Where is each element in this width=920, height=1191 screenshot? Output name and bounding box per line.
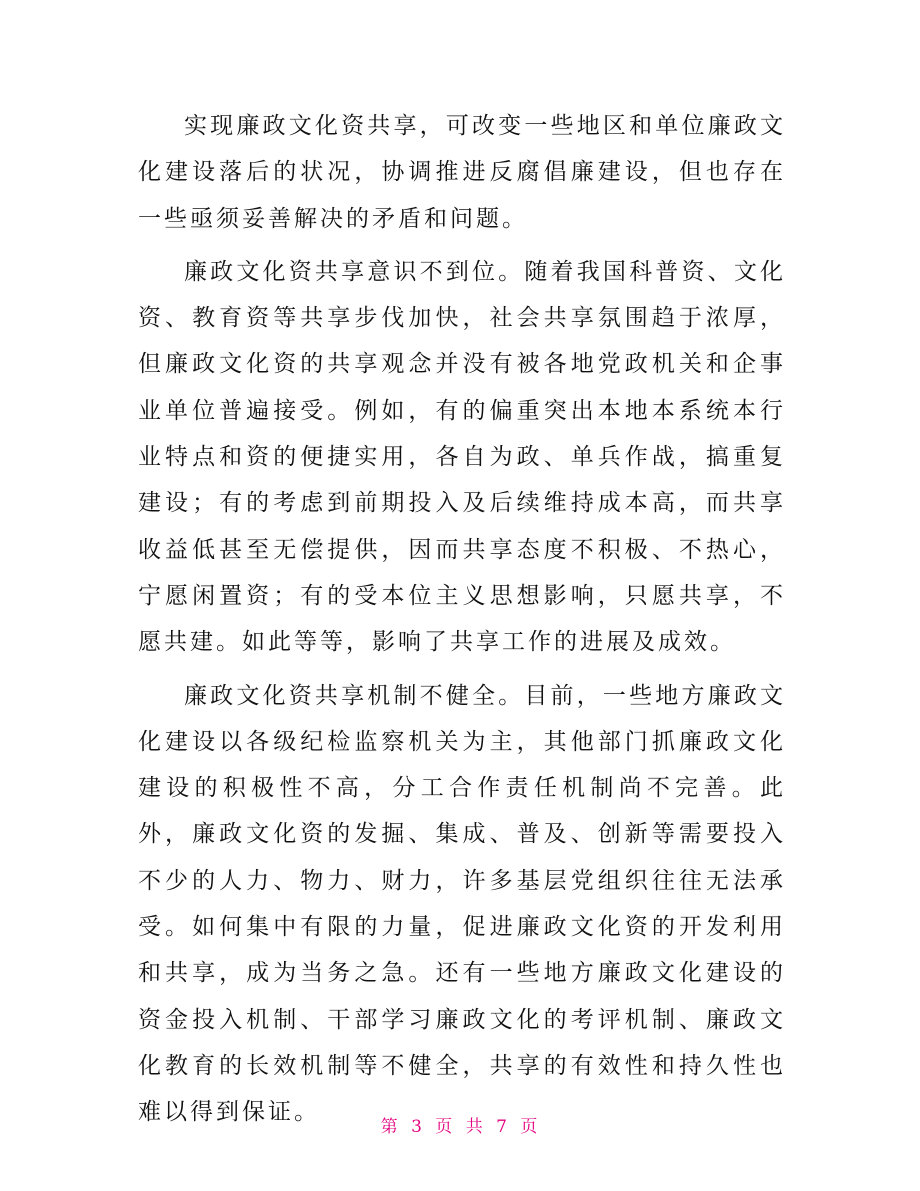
paragraph-intro: 实现廉政文化资共享，可改变一些地区和单位廉政文化建设落后的状况，协调推进反腐倡廉建设，但也存在一些亟须妥善解决的矛盾和问题。 bbox=[138, 113, 786, 232]
document-body bbox=[138, 103, 786, 1143]
paragraph-mechanism: 廉政文化资共享机制不健全。目前，一些地方廉政文化建设以各级纪检监察机关为主，其他部门抓廉政文化建设的积极性不高，分工合作责任机制尚不完善。此外，廉政文化资的发掘、集成、普及、创新等需要投入不少的人力、物力、财力，许多基层党组织往往无法承受。如何集中有限的力量，促进廉政文化资的开发利用和共享，成为当务之急。还有一些地方廉政文化建设的资金投入机制、干部学习廉政文化的考评机制、廉政文化教育的长效机制等不健全，共享的有效性和持久性也难以得到保证。 bbox=[138, 682, 786, 1126]
footer-total-prefix: 共 bbox=[465, 1117, 485, 1137]
page-footer bbox=[0, 1112, 920, 1137]
footer-total-pages: 7 bbox=[496, 1117, 509, 1137]
footer-prefix: 第 bbox=[380, 1117, 400, 1137]
footer-suffix: 页 bbox=[520, 1117, 540, 1137]
paragraph-awareness: 廉政文化资共享意识不到位。随着我国科普资、文化资、教育资等共享步伐加快，社会共享氛围趋于浓厚，但廉政文化资的共享观念并没有被各地党政机关和企事业单位普遍接受。例如，有的偏重突出本地本系统本行业特点和资的便捷实用，各自为政、单兵作战，搞重复建设；有的考虑到前期投入及后续维持成本高，而共享收益低甚至无偿提供，因而共享态度不积极、不热心，宁愿闲置资；有的受本位主义思想影响，只愿共享，不愿共建。如此等等，影响了共享工作的进展及成效。 bbox=[138, 258, 786, 656]
footer-current-page: 3 bbox=[411, 1117, 424, 1137]
footer-page-word: 页 bbox=[435, 1117, 455, 1137]
